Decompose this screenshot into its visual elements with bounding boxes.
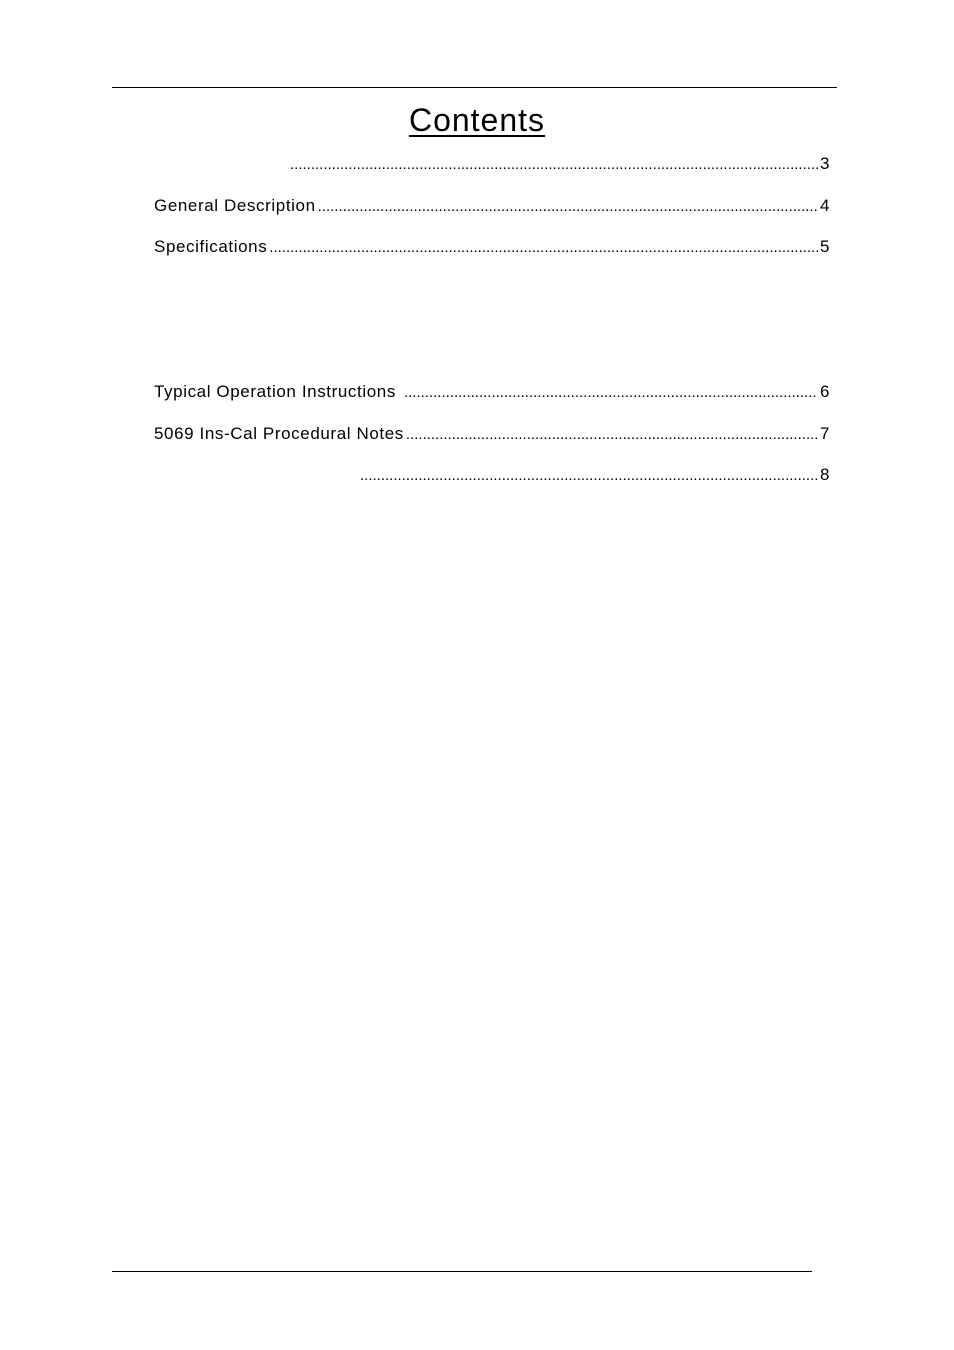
toc-page-number: 7: [819, 424, 830, 443]
header-rule: [112, 87, 837, 88]
toc-leader-dots: [406, 424, 818, 446]
toc-page-number: 4: [819, 196, 830, 215]
toc-leader-dots: [404, 382, 818, 404]
toc-entry-label: 5069 Ins-Cal Procedural Notes: [154, 424, 404, 443]
page-title: [0, 100, 954, 140]
toc-leader-dots: [290, 154, 818, 176]
toc-entry-label: General Description: [154, 196, 316, 215]
toc-page-number: 5: [819, 237, 830, 256]
toc-page-number: 3: [819, 154, 830, 173]
toc-entry-2[interactable]: [154, 195, 830, 217]
toc-entry-1[interactable]: [154, 153, 830, 175]
toc-entry-3[interactable]: [154, 236, 830, 258]
toc-page-number: 8: [819, 465, 830, 484]
toc-page-number: 6: [819, 382, 830, 401]
toc-leader-dots: [360, 465, 818, 487]
page-title-text: Contents: [408, 102, 546, 138]
toc-entry-4[interactable]: [154, 381, 830, 403]
toc-entry-label: Typical Operation Instructions: [154, 382, 396, 401]
toc-leader-dots: [318, 196, 818, 218]
toc-entry-5[interactable]: [154, 423, 830, 445]
toc-entry-6[interactable]: [154, 464, 830, 486]
footer-rule: [112, 1271, 812, 1272]
toc-entry-label: Specifications: [154, 237, 268, 256]
toc-leader-dots: [269, 237, 818, 259]
